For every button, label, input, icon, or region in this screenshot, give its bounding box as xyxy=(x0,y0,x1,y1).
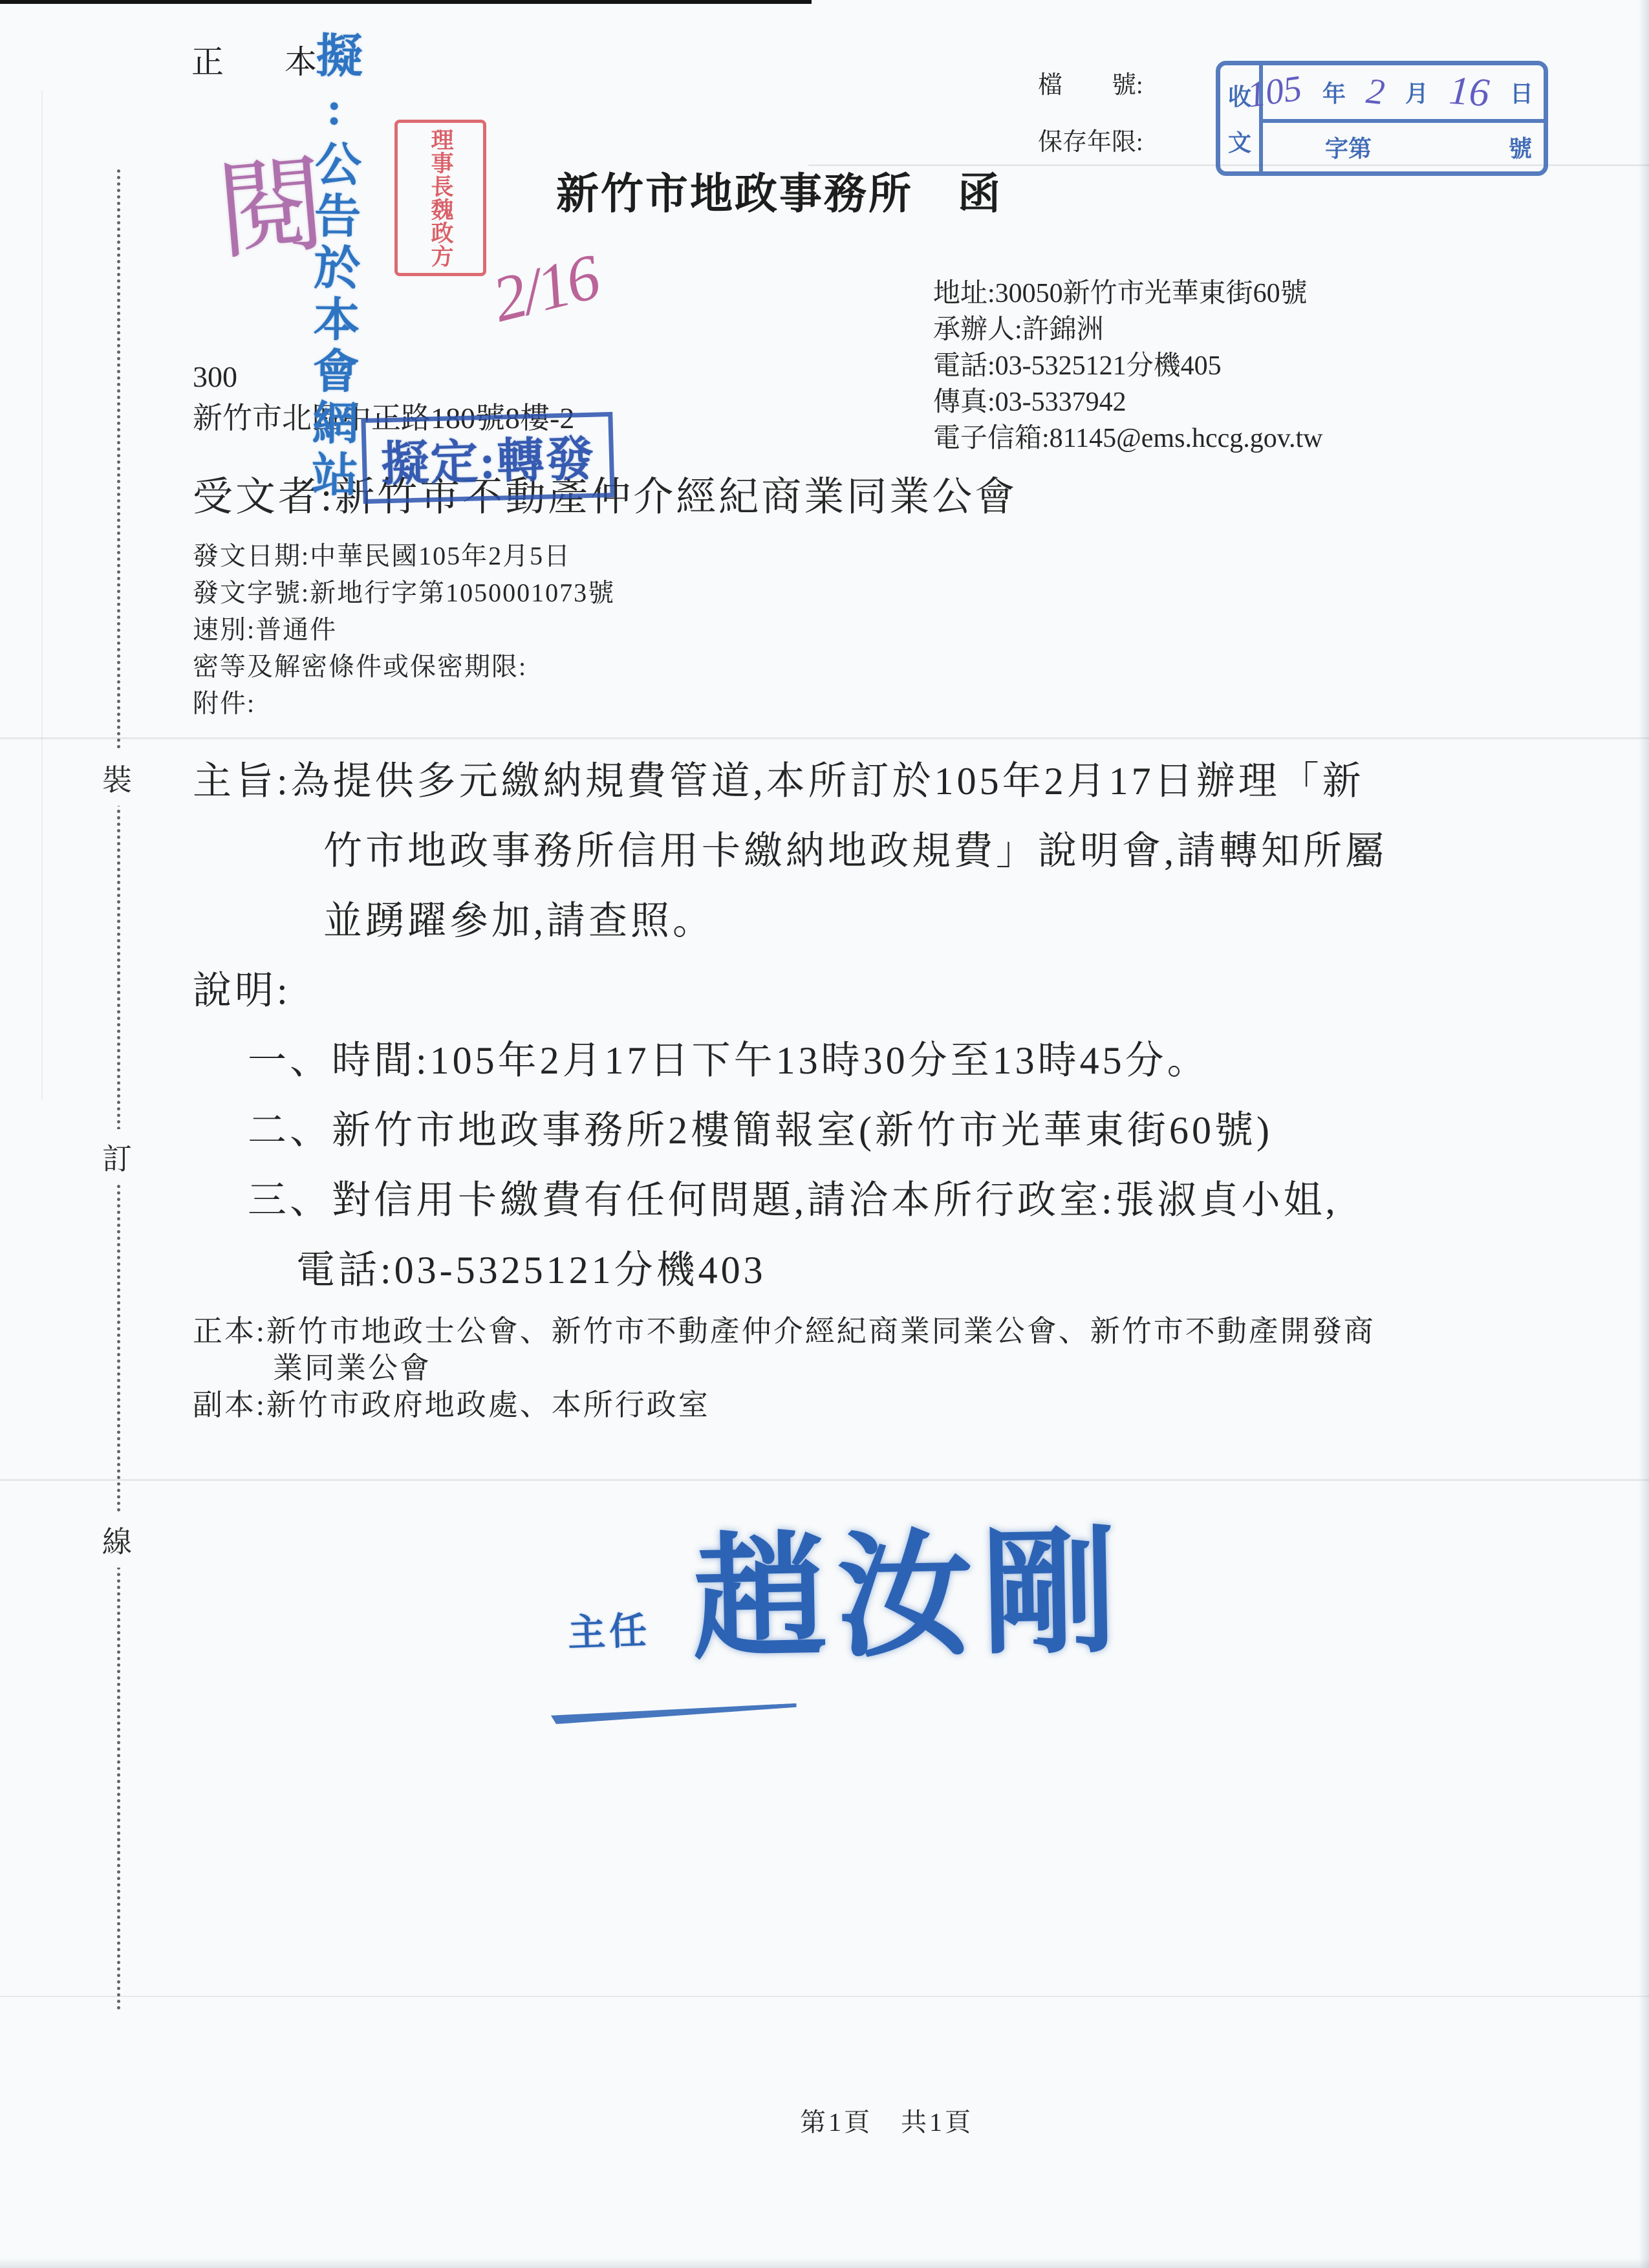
scan-top-edge xyxy=(0,0,812,4)
document-receive-stamp xyxy=(1216,61,1548,176)
page-number-footer: 第1頁 共1頁 xyxy=(800,2108,973,2137)
recipient-line: 受文者:新竹市不動產仲介經紀商業同業公會 xyxy=(193,475,1018,519)
signature-underline-stroke xyxy=(551,1703,797,1725)
receive-year-value: 105 xyxy=(1245,68,1304,116)
chairman-name-stamp: 理事長魏政方 xyxy=(394,120,486,276)
security-line: 密等及解密條件或保密期限: xyxy=(193,652,528,681)
copy-type-label: 正 本 xyxy=(191,44,331,80)
receive-day-value: 16 xyxy=(1447,69,1491,116)
handwritten-date-mark: 2/16 xyxy=(485,241,605,336)
receive-char: 收 xyxy=(1227,83,1251,110)
serial-prefix-label: 字第 xyxy=(1325,135,1372,162)
doc-number-line: 發文字號:新地行字第1050001073號 xyxy=(193,578,616,607)
subject-line-3: 並踴躍參加,請查照。 xyxy=(323,900,715,942)
subject-line-2: 竹市地政事務所信用卡繳納地政規費」說明會,請轉知所屬 xyxy=(323,830,1387,872)
explanation-item-3-phone: 電話:03-5325121分機403 xyxy=(296,1249,766,1291)
sender-fax: 傳真:03-5337942 xyxy=(933,387,1126,417)
director-signature: 趙汝剛 xyxy=(691,1518,1128,1676)
receive-stamp-fields xyxy=(1245,65,1544,171)
file-number-label: 檔 號: xyxy=(1038,72,1143,99)
action-decision-stamp: 擬定:轉發 xyxy=(361,412,614,504)
serial-suffix-label: 號 xyxy=(1508,135,1532,162)
paper-fold-line xyxy=(0,737,1649,739)
explanation-item-1: 一、時間:105年2月17日下午13時30分至13時45分。 xyxy=(248,1039,1209,1082)
receive-char: 文 xyxy=(1227,130,1251,157)
binding-label-zhuang: 裝 xyxy=(98,750,136,806)
scan-edge-shadow xyxy=(1639,0,1649,2268)
recipient-street-address: 新竹市北區中正路180號8樓-2 xyxy=(193,402,575,435)
explanation-item-3: 三、對信用卡繳費有任何問題,請洽本所行政室:張淑貞小姐, xyxy=(248,1179,1339,1222)
binding-dotted-line xyxy=(117,169,120,2011)
recipient-zip: 300 xyxy=(193,360,237,393)
explanation-item-2: 二、新竹市地政事務所2樓簡報室(新竹市光華東街60號) xyxy=(248,1109,1273,1152)
handwritten-read-mark: 閱 xyxy=(213,146,330,273)
issue-date-line: 發文日期:中華民國105年2月5日 xyxy=(193,541,572,570)
month-unit: 月 xyxy=(1405,80,1428,107)
original-copy-recipients-2: 業同業公會 xyxy=(273,1352,431,1385)
year-unit: 年 xyxy=(1322,80,1346,107)
carbon-copy-recipients: 副本:新竹市政府地政處、本所行政室 xyxy=(193,1388,710,1421)
scan-streak xyxy=(41,91,43,1099)
day-unit: 日 xyxy=(1509,80,1533,107)
explanation-heading: 說明: xyxy=(193,969,291,1012)
attachment-line: 附件: xyxy=(193,689,256,718)
document-title: 新竹市地政事務所 函 xyxy=(556,171,1002,218)
priority-line: 速別:普通件 xyxy=(193,615,338,644)
handwritten-blue-note: 擬:公告於本會網站 xyxy=(304,30,361,502)
paper-fold-line xyxy=(0,1479,1649,1481)
signer-title-stamp: 主任 xyxy=(567,1609,652,1655)
receive-serial-row xyxy=(1263,123,1544,171)
sender-officer: 承辦人:許錦洲 xyxy=(933,315,1104,345)
sender-address: 地址:30050新竹市光華東街60號 xyxy=(933,279,1308,308)
retention-period-label: 保存年限: xyxy=(1038,129,1143,156)
paper-crease xyxy=(0,1996,1649,1997)
receive-date-row xyxy=(1245,65,1544,123)
original-copy-recipients-1: 正本:新竹市地政士公會、新竹市不動產仲介經紀商業同業公會、新竹市不動產開發商 xyxy=(193,1315,1375,1348)
binding-label-xian: 線 xyxy=(98,1512,136,1568)
scan-edge-shadow xyxy=(0,2258,1649,2268)
sender-phone: 電話:03-5325121分機405 xyxy=(933,351,1222,381)
subject-line-1: 主旨:為提供多元繳納規費管道,本所訂於105年2月17日辦理「新 xyxy=(193,760,1364,803)
binding-label-ding: 訂 xyxy=(98,1129,136,1185)
receive-month-value: 2 xyxy=(1364,71,1387,113)
sender-email: 電子信箱:81145@ems.hccg.gov.tw xyxy=(933,424,1323,453)
